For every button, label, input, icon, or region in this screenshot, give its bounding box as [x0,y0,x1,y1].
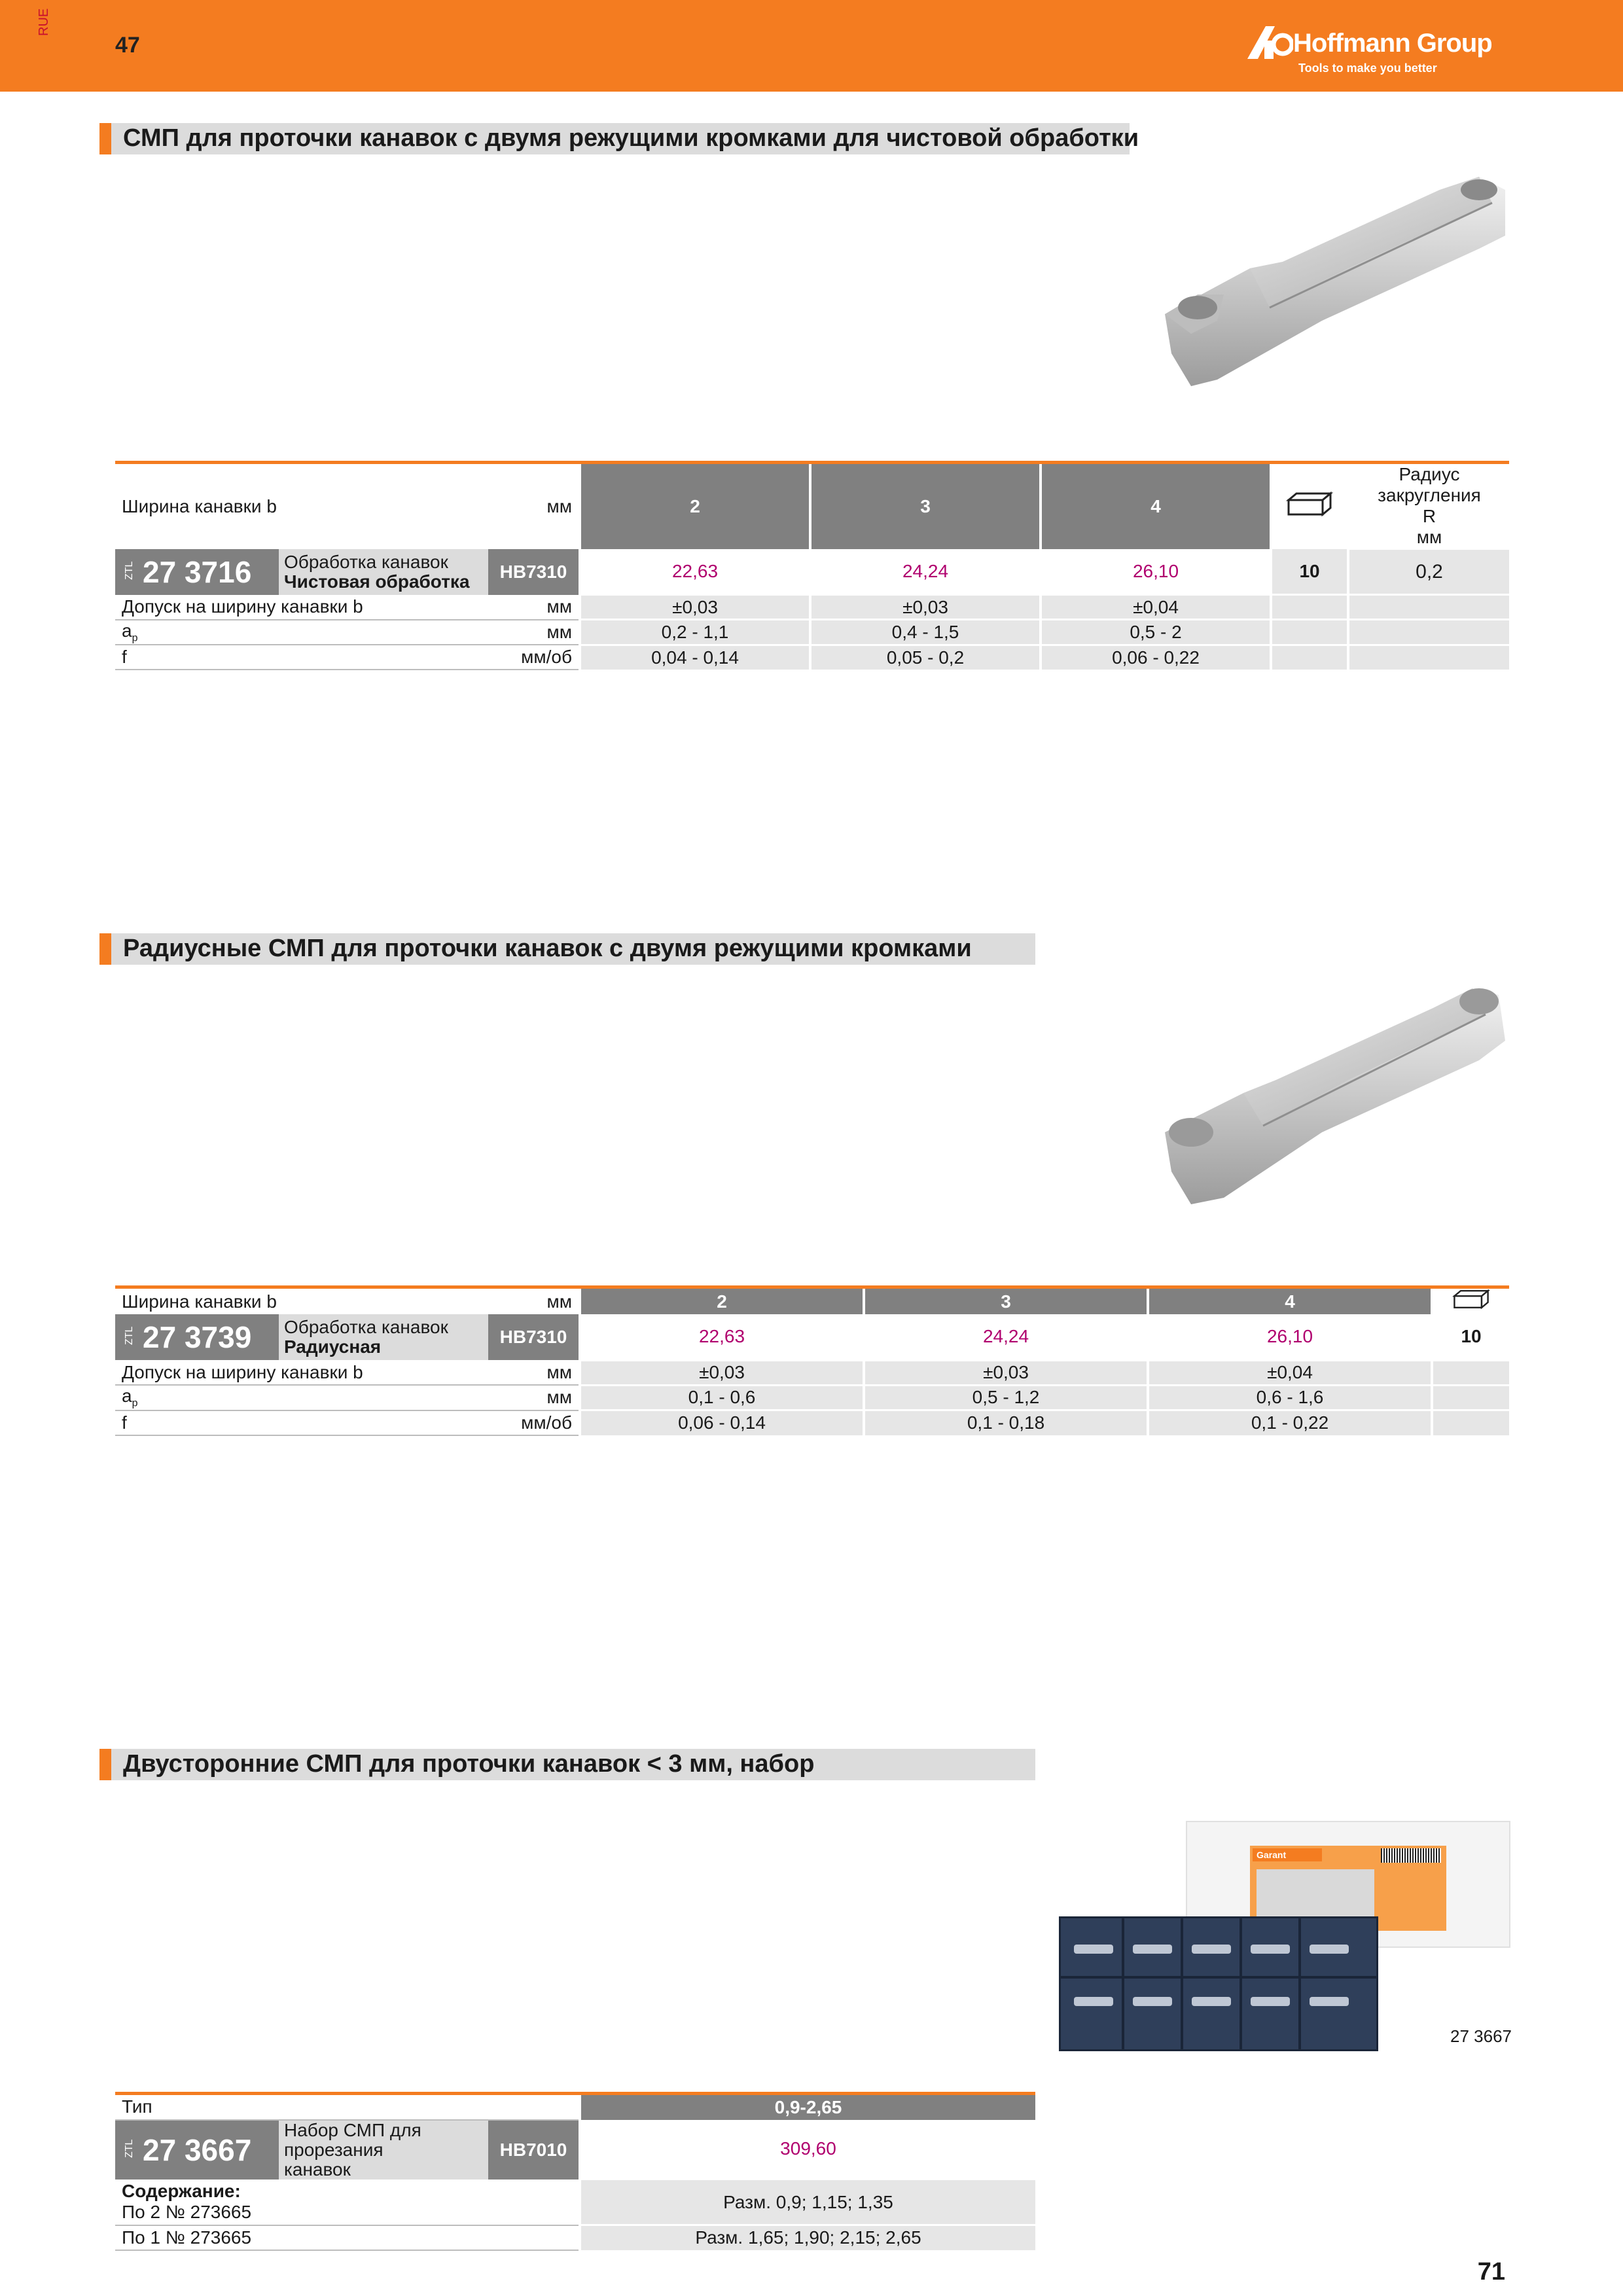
section-title: Радиусные СМП для проточки канавок с двумя режущими кромками [123,935,972,962]
page-number: 71 [1477,2258,1505,2286]
price: 309,60 [580,2120,1035,2179]
product-table-273716 [115,461,1509,670]
section-heading-finishing [99,123,1139,154]
width-label: Ширина канавки b [115,463,488,549]
row-unit: мм/об [488,1410,580,1435]
width-unit: мм [488,1287,580,1315]
row-value: 0,1 - 0,6 [580,1385,864,1410]
radius-header: Радиус закругления R мм [1348,463,1509,549]
article-number: ZTL 27 3667 [115,2120,279,2179]
pack-quantity-icon [1271,463,1348,549]
set-box-tray [1059,1916,1378,2051]
row-value: ±0,03 [864,1360,1148,1385]
grade-code: HB7310 [488,549,580,595]
width-col: 2 [580,1287,864,1315]
article-number: ZTL 27 3739 [115,1314,279,1360]
product-table-273667 [115,2092,1035,2251]
pack-quantity: 10 [1432,1314,1509,1360]
catalog-page-top: 47 [115,33,140,58]
row-label: Допуск на ширину канавки b [115,1360,488,1385]
row-value: 0,06 - 0,14 [580,1410,864,1435]
contents-label: Содержание: По 2 № 273665 [115,2179,580,2225]
row-value: 0,1 - 0,22 [1148,1410,1432,1435]
width-col: 2 [580,463,810,549]
row-unit: мм [488,595,580,620]
hoffmann-logo-icon [1246,24,1293,60]
product-table-273739 [115,1285,1509,1436]
width-label: Ширина канавки b [115,1287,488,1315]
article-description: Набор СМП для прорезания канавок [279,2120,488,2179]
type-value: 0,9-2,65 [580,2094,1035,2120]
width-unit: мм [488,463,580,549]
radius-insert-image [1152,975,1518,1211]
brand-tagline: Tools to make you better [1298,62,1437,75]
row-value: 0,4 - 1,5 [810,620,1041,645]
section-title: СМП для проточки канавок с двумя режущими кромками для чистовой обработки [123,124,1139,152]
language-code: RUE [37,8,51,36]
image-caption: 27 3667 [1450,2026,1512,2046]
row-value: ±0,03 [810,595,1041,620]
row-value: 0,1 - 0,18 [864,1410,1148,1435]
row-unit: мм [488,620,580,645]
row-value: 0,6 - 1,6 [1148,1385,1432,1410]
contents-label: По 1 № 273665 [115,2225,580,2250]
contents-value: Разм. 1,65; 1,90; 2,15; 2,65 [580,2225,1035,2250]
price: 24,24 [864,1314,1148,1360]
row-value: 0,06 - 0,22 [1041,645,1271,670]
row-unit: мм [488,1385,580,1410]
row-label: f [115,1410,488,1435]
barcode-icon [1381,1848,1441,1863]
row-value: 0,2 - 1,1 [580,620,810,645]
radius-value: 0,2 [1348,549,1509,595]
width-col: 4 [1041,463,1271,549]
type-label: Тип [115,2094,580,2120]
article-number: ZTL 27 3716 [115,549,279,595]
price: 26,10 [1041,549,1271,595]
garant-label: Garant [1253,1848,1322,1861]
article-description: Обработка канавок Чистовая обработка [279,549,488,595]
width-col: 3 [810,463,1041,549]
row-value: ±0,03 [580,1360,864,1385]
contents-value: Разм. 0,9; 1,15; 1,35 [580,2179,1035,2225]
row-value: 0,5 - 1,2 [864,1385,1148,1410]
row-label: Допуск на ширину канавки b [115,595,488,620]
row-value: 0,04 - 0,14 [580,645,810,670]
row-label: $a_p$ [115,1385,488,1410]
row-label: $a_p$ [115,620,488,645]
width-col: 4 [1148,1287,1432,1315]
row-unit: мм/об [488,645,580,670]
article-description: Обработка канавок Радиусная [279,1314,488,1360]
grade-code: HB7010 [488,2120,580,2179]
pack-quantity: 10 [1271,549,1348,595]
row-value: ±0,04 [1148,1360,1432,1385]
section-heading-set [99,1749,1035,1780]
section-heading-radius [99,933,1035,965]
row-value: 0,05 - 0,2 [810,645,1041,670]
row-value: 0,5 - 2 [1041,620,1271,645]
row-unit: мм [488,1360,580,1385]
price: 22,63 [580,1314,864,1360]
section-title: Двусторонние СМП для проточки канавок < 3 мм, набор [123,1750,815,1778]
price: 26,10 [1148,1314,1432,1360]
row-value: ±0,03 [580,595,810,620]
grooving-insert-image [1152,164,1518,393]
brand-name: Hoffmann Group [1293,29,1492,58]
row-value: ±0,04 [1041,595,1271,620]
width-col: 3 [864,1287,1148,1315]
row-label: f [115,645,488,670]
price: 24,24 [810,549,1041,595]
pack-quantity-icon [1432,1287,1509,1315]
price: 22,63 [580,549,810,595]
grade-code: HB7310 [488,1314,580,1360]
